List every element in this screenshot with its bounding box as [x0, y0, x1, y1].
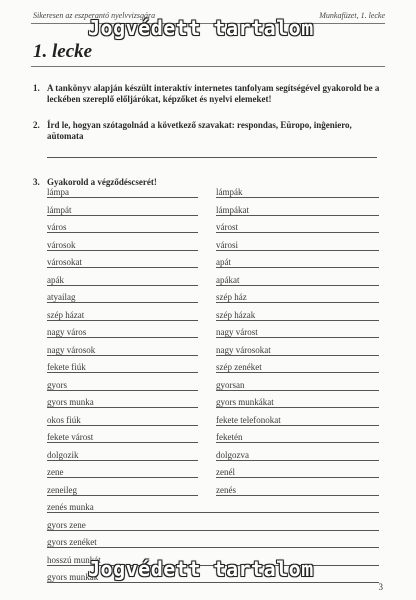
task-text: Írd le, hogyan szótagolnád a következő szavakat: respondas, Eŭropo, inĝeniero, aŭtomata: [47, 120, 352, 141]
exercise-item-right[interactable]: [216, 309, 379, 326]
exercise-word: szép zenéket: [216, 362, 262, 372]
answer-underline[interactable]: [216, 197, 379, 198]
answer-line-task-2[interactable]: [47, 157, 377, 158]
exercise-item-right[interactable]: [216, 204, 379, 221]
exercise-row: [47, 449, 379, 467]
exercise-item-right[interactable]: [216, 186, 379, 203]
exercise-word: apát: [216, 257, 231, 267]
exercise-item-left[interactable]: [47, 449, 198, 466]
exercise-item-full[interactable]: [47, 501, 379, 518]
exercise-item-left[interactable]: [47, 256, 198, 273]
answer-underline[interactable]: [216, 407, 379, 408]
exercise-word: nagy városokat: [216, 344, 271, 355]
exercise-row: [47, 221, 379, 239]
lesson-title: 1. lecke: [33, 41, 93, 62]
exercise-item-right[interactable]: [216, 379, 379, 396]
answer-underline[interactable]: [47, 530, 379, 531]
exercise-word: nagy városok: [47, 344, 96, 355]
exercise-row-full: [47, 536, 379, 554]
answer-underline[interactable]: [47, 372, 198, 373]
exercise-word: város: [47, 222, 67, 232]
exercise-row: [47, 239, 379, 257]
exercise-row-full: [47, 501, 379, 519]
exercise-item-right[interactable]: [216, 466, 379, 483]
exercise-word: szép házak: [216, 309, 256, 320]
answer-underline[interactable]: [216, 250, 379, 251]
exercise-item-full[interactable]: [47, 519, 379, 536]
exercise-row: [47, 466, 379, 484]
exercise-word: lámpák: [216, 187, 243, 197]
exercise-word: fekete várost: [47, 432, 94, 442]
exercise-word: hosszú munkát: [47, 554, 101, 565]
exercise-item-right[interactable]: [216, 221, 379, 238]
exercise-item-left[interactable]: [47, 484, 198, 501]
exercise-word: szép ház: [216, 292, 247, 302]
exercise-item-right[interactable]: [216, 344, 379, 361]
exercise-row: [47, 379, 379, 397]
exercise-word: gyorsan: [216, 379, 245, 390]
exercise-row: [47, 484, 379, 502]
exercise-row: [47, 204, 379, 222]
running-header-right: Munkafüzet, 1. lecke: [319, 11, 385, 20]
task-number: 3.: [33, 177, 40, 187]
exercise-row: [47, 344, 379, 362]
answer-underline[interactable]: [216, 302, 379, 303]
exercise-word: gyors munkákat: [216, 397, 274, 407]
exercise-word: várost: [216, 222, 238, 232]
answer-underline[interactable]: [216, 495, 379, 496]
watermark-top: Jogvédett tartalom: [88, 16, 314, 40]
answer-underline[interactable]: [47, 232, 198, 233]
answer-underline[interactable]: [47, 407, 198, 408]
exercise-word: atyailag: [47, 292, 76, 302]
exercise-item-left[interactable]: [47, 274, 198, 291]
answer-underline[interactable]: [216, 442, 379, 443]
exercise-word: fekete telefonokat: [216, 414, 281, 425]
answer-underline[interactable]: [47, 582, 379, 583]
exercise-item-left[interactable]: [47, 466, 198, 483]
exercise-word: feketén: [216, 432, 243, 442]
task-number: 1.: [33, 83, 40, 93]
exercise-word: gyors munkák: [47, 572, 99, 582]
exercise-word: lámpa: [47, 187, 69, 197]
exercise-word: zenél: [216, 467, 235, 477]
exercise-item-left[interactable]: [47, 204, 198, 221]
task-text: A tankönyv alapján készült interaktív internetes tanfolyam segítségével gyakorold be a leckében szereplő előljárókat, képzőket és nyelvi elemeket!: [47, 83, 380, 104]
exercise-item-left[interactable]: [47, 239, 198, 256]
exercise-word: fekete fiúk: [47, 362, 86, 372]
exercise-item-left[interactable]: [47, 186, 198, 203]
exercise-item-left[interactable]: [47, 291, 198, 308]
exercise-word: gyors: [47, 379, 67, 390]
answer-underline[interactable]: [47, 197, 198, 198]
exercise-word: gyors munka: [47, 397, 94, 407]
exercise-item-right[interactable]: [216, 256, 379, 273]
exercise-item-left[interactable]: [47, 361, 198, 378]
exercise-row: [47, 396, 379, 414]
exercise-row: [47, 414, 379, 432]
exercise-item-right[interactable]: [216, 484, 379, 501]
exercise-item-left[interactable]: [47, 221, 198, 238]
answer-underline[interactable]: [47, 302, 198, 303]
exercise-row: [47, 361, 379, 379]
exercise-word: zenés: [216, 484, 236, 495]
answer-underline[interactable]: [47, 267, 198, 268]
title-rule: [31, 66, 385, 67]
exercise-word: városokat: [47, 257, 82, 267]
exercise-grid: [47, 186, 379, 589]
exercise-word: apákat: [216, 274, 240, 285]
exercise-word: gyors zene: [47, 519, 86, 530]
exercise-word: gyors zenéket: [47, 537, 97, 547]
exercise-row: [47, 274, 379, 292]
answer-underline[interactable]: [47, 442, 198, 443]
exercise-row: [47, 431, 379, 449]
exercise-word: városok: [47, 239, 76, 250]
answer-underline[interactable]: [216, 337, 379, 338]
exercise-item-left[interactable]: [47, 431, 198, 448]
exercise-item-right[interactable]: [216, 396, 379, 413]
exercise-word: dolgozik: [47, 449, 79, 460]
exercise-row: [47, 291, 379, 309]
task-number: 2.: [33, 120, 40, 130]
exercise-word: zenés munka: [47, 502, 94, 512]
answer-underline[interactable]: [216, 372, 379, 373]
watermark-bottom: Jogvédett tartalom: [88, 557, 314, 581]
answer-underline[interactable]: [47, 477, 198, 478]
exercise-word: városi: [216, 239, 238, 250]
exercise-item-right[interactable]: [216, 361, 379, 378]
answer-underline[interactable]: [47, 285, 198, 286]
running-header-left: Sikeresen az eszperantó nyelvvizsgára: [33, 11, 156, 20]
exercise-item-left[interactable]: [47, 414, 198, 431]
answer-underline[interactable]: [47, 390, 198, 391]
exercise-item-left[interactable]: [47, 396, 198, 413]
answer-underline[interactable]: [47, 512, 379, 513]
exercise-row: [47, 326, 379, 344]
exercise-item-left[interactable]: [47, 309, 198, 326]
exercise-row-full: [47, 519, 379, 537]
exercise-word: zene: [47, 467, 64, 477]
answer-underline[interactable]: [216, 477, 379, 478]
exercise-item-right[interactable]: [216, 291, 379, 308]
exercise-item-right[interactable]: [216, 326, 379, 343]
answer-underline[interactable]: [47, 547, 379, 548]
answer-underline[interactable]: [47, 337, 198, 338]
answer-underline[interactable]: [216, 232, 379, 233]
exercise-item-left[interactable]: [47, 379, 198, 396]
exercise-item-right[interactable]: [216, 431, 379, 448]
exercise-word: lámpát: [47, 204, 72, 215]
exercise-item-left[interactable]: [47, 344, 198, 361]
exercise-row: [47, 256, 379, 274]
exercise-word: szép házat: [47, 309, 85, 320]
exercise-word: apák: [47, 274, 64, 285]
answer-underline[interactable]: [216, 267, 379, 268]
exercise-word: nagy város: [47, 327, 87, 337]
exercise-row: [47, 309, 379, 327]
exercise-item-right[interactable]: [216, 274, 379, 291]
exercise-item-right[interactable]: [216, 239, 379, 256]
exercise-word: lámpákat: [216, 204, 249, 215]
exercise-word: dolgozva: [216, 449, 249, 460]
exercise-row: [47, 186, 379, 204]
exercise-item-full[interactable]: [47, 536, 379, 553]
exercise-word: zeneileg: [47, 484, 77, 495]
task-text: Gyakorold a végződéscserét!: [47, 177, 157, 187]
exercise-item-right[interactable]: [216, 449, 379, 466]
exercise-word: nagy várost: [216, 327, 258, 337]
exercise-word: okos fiúk: [47, 414, 81, 425]
exercise-item-right[interactable]: [216, 414, 379, 431]
exercise-item-left[interactable]: [47, 326, 198, 343]
page-number: 3: [378, 582, 383, 592]
